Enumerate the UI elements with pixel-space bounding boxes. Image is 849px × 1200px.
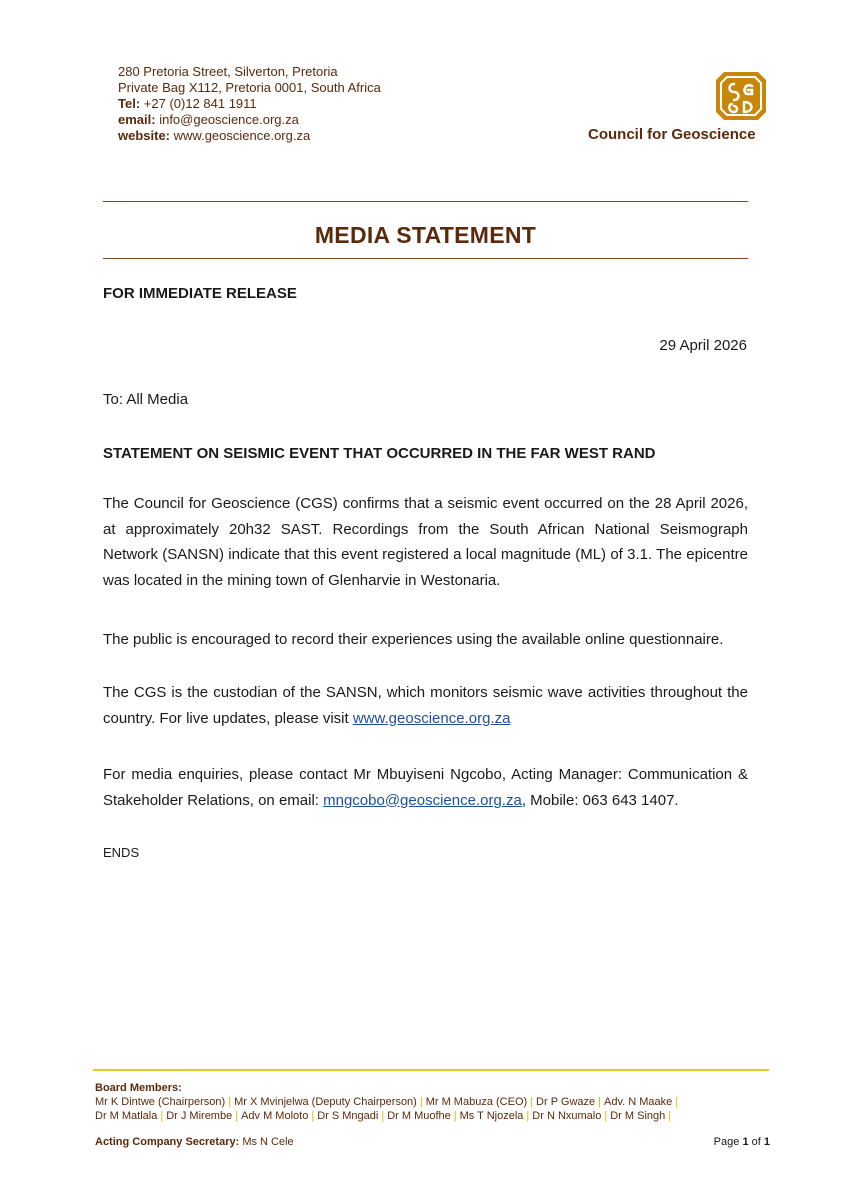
board-member: Mr K Dintwe (Chairperson) [95, 1096, 226, 1108]
paragraph-4-tail: , Mobile: 063 643 1407. [521, 791, 679, 809]
address-line-1: 280 Pretoria Street, Silverton, Pretoria [118, 64, 338, 79]
website-value: www.geoscience.org.za [173, 128, 311, 143]
board-member: Adv. N Maake [603, 1096, 673, 1108]
email-value: info@geoscience.org.za [159, 112, 299, 127]
paragraph-3 [103, 680, 748, 731]
board-member: Dr M Muofhe [387, 1110, 451, 1122]
secretary-label: Acting Company Secretary: [95, 1136, 240, 1148]
member-separator: | [228, 1096, 232, 1108]
paragraph-3-text: The CGS is the custodian of the SANSN, which monitors seismic wave activities throughout the country. For live updates, please visit [103, 684, 748, 727]
member-separator: | [668, 1110, 672, 1122]
website-link[interactable]: www.geoscience.org.za [352, 709, 511, 727]
header-divider-top [103, 201, 748, 202]
cgs-logo-icon [714, 70, 768, 122]
tel-value: +27 (0)12 841 1911 [143, 96, 257, 111]
board-members-row-1 [95, 1096, 681, 1108]
member-separator: | [381, 1110, 385, 1122]
board-member: Dr M Singh [610, 1110, 666, 1122]
page-total: 1 [763, 1136, 770, 1148]
release-notice: FOR IMMEDIATE RELEASE [103, 285, 297, 302]
header-divider-bottom [103, 258, 748, 259]
member-separator: | [419, 1096, 423, 1108]
member-separator: | [604, 1110, 608, 1122]
page-prefix: Page [713, 1136, 740, 1148]
email-line [118, 112, 381, 128]
member-separator: | [311, 1110, 315, 1122]
address-line-2: Private Bag X112, Pretoria 0001, South Africa [118, 80, 381, 95]
board-member: Dr P Gwaze [536, 1096, 596, 1108]
page-number [714, 1136, 770, 1148]
member-separator: | [675, 1096, 679, 1108]
page-of: of [751, 1136, 761, 1148]
org-name: Council for Geoscience [588, 126, 756, 143]
statement-date: 29 April 2026 [659, 337, 747, 354]
company-secretary [95, 1136, 294, 1148]
secretary-value: Ms N Cele [242, 1136, 294, 1148]
member-separator: | [526, 1110, 530, 1122]
member-separator: | [530, 1096, 534, 1108]
tel-label: Tel: [118, 96, 141, 111]
member-separator: | [598, 1096, 601, 1108]
board-member: Dr S Mngadi [317, 1110, 379, 1122]
board-member: Mr X Mvinjelwa (Deputy Chairperson) [234, 1096, 417, 1108]
board-member: Dr M Matlala [95, 1110, 158, 1122]
member-separator: | [235, 1110, 239, 1122]
website-line [118, 128, 381, 144]
board-member: Dr N Nxumalo [532, 1110, 602, 1122]
board-member: Dr J Mirembe [166, 1110, 233, 1122]
paragraph-1: The Council for Geoscience (CGS) confirms that a seismic event occurred on the 28 April 2026, at approximately 20h32 SAST. Recordings from the South African National Seismograph Network (SANSN) indicate that this event registered a local magnitude (ML) of 3.1. The epicentre was located in the mining town of Glenharvie in Westonaria. [103, 495, 748, 589]
paragraph-4-text: For media enquiries, please contact Mr Mbuyiseni Ngcobo, Acting Manager: Communication & Stakeholder Relations, on email: [103, 766, 748, 809]
board-members-title: Board Members: [95, 1082, 182, 1094]
website-label: website: [118, 128, 171, 143]
board-member: Ms T Njozela [459, 1110, 524, 1122]
member-separator: | [160, 1110, 164, 1122]
board-members-row-2 [95, 1110, 674, 1122]
member-separator: | [453, 1110, 457, 1122]
recipient-line: To: All Media [103, 391, 189, 408]
page-current: 1 [742, 1136, 749, 1148]
paragraph-2: The public is encouraged to record their experiences using the available online questionnaire. [103, 631, 724, 648]
email-link[interactable]: mngcobo@geoscience.org.za [323, 791, 522, 809]
email-label: email: [118, 112, 156, 127]
paragraph-4 [103, 762, 748, 813]
board-member: Adv M Moloto [241, 1110, 309, 1122]
statement-heading: STATEMENT ON SEISMIC EVENT THAT OCCURRED IN THE FAR WEST RAND [103, 445, 656, 462]
document-title: MEDIA STATEMENT [314, 222, 537, 248]
address-block [118, 64, 381, 144]
tel-line [118, 96, 381, 112]
footer-divider [93, 1069, 769, 1071]
board-member: Mr M Mabuza (CEO) [425, 1096, 528, 1108]
ends-marker: ENDS [103, 845, 140, 860]
